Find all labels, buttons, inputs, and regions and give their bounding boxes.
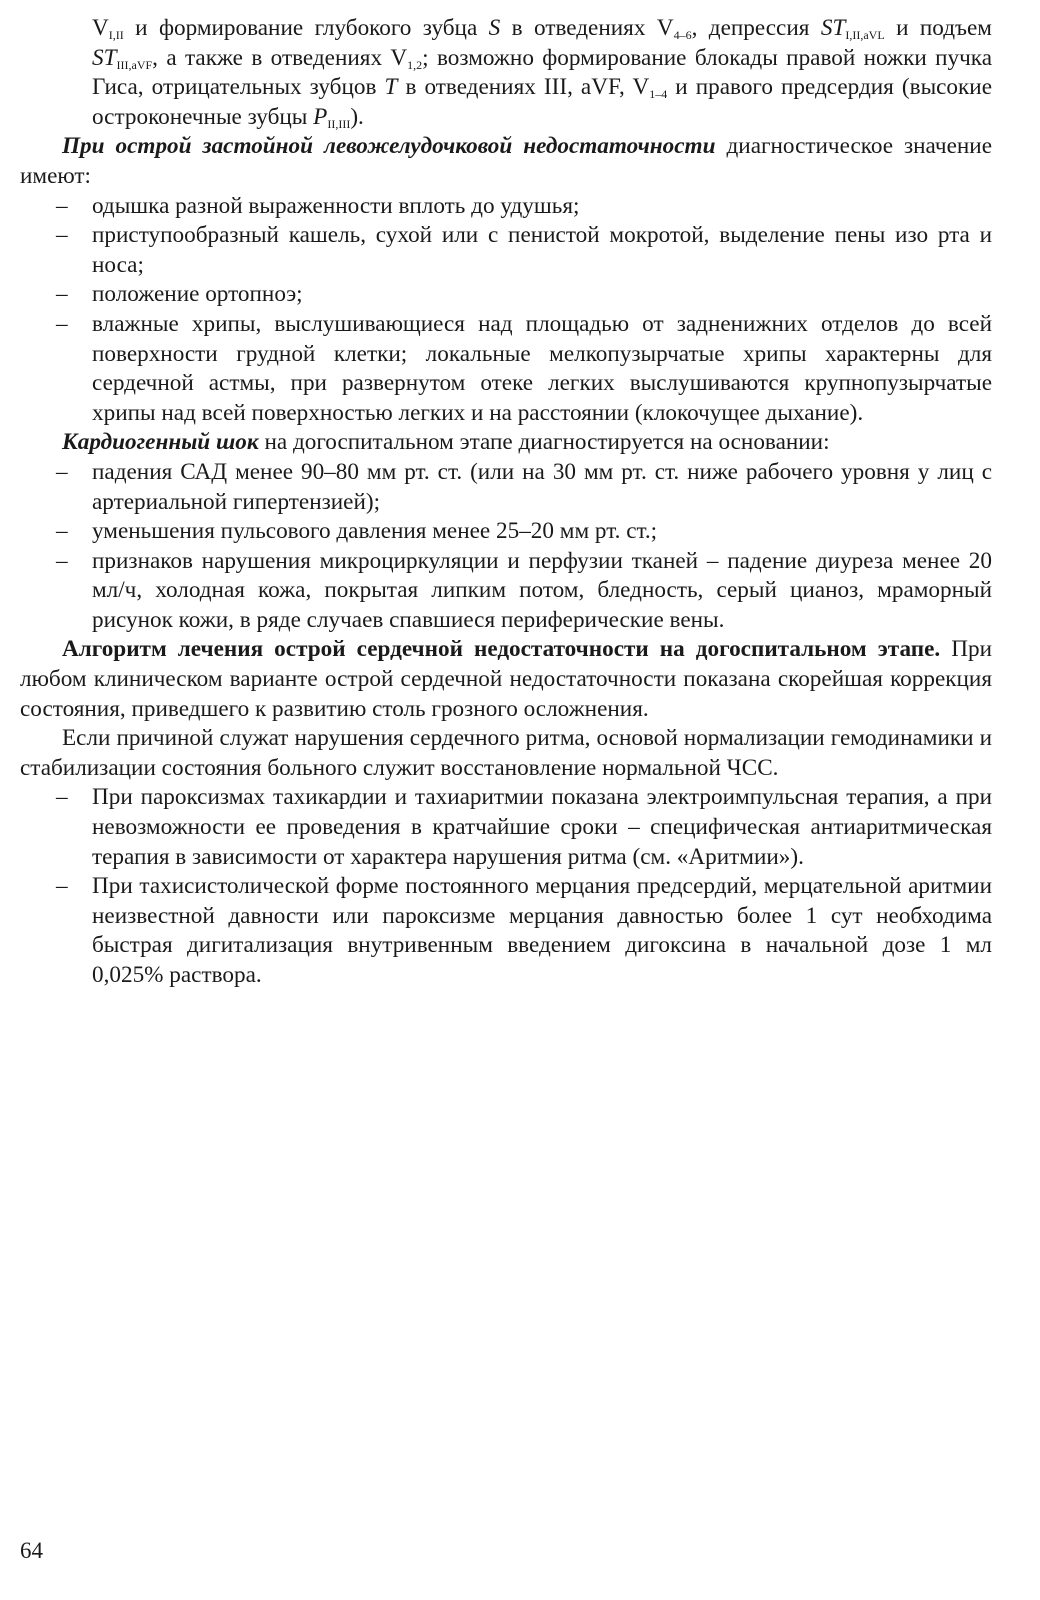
- shock-criteria-list: [20, 458, 992, 636]
- paragraph-cardiogenic-shock: Кардиогенный шок на догоспитальном этапе диагностируется на основании:: [62, 429, 830, 456]
- list-item: – приступообразный кашель, сухой или с пенистой мокротой, выделение пены изо рта и носа;: [20, 221, 992, 280]
- list-item: – уменьшения пульсового давления менее 25–20 мм рт. ст.;: [20, 517, 992, 547]
- treatment-list: [20, 783, 992, 990]
- paragraph-lv-failure: При острой застойной левожелудочковой недостаточности диагностическое значение имеют:: [20, 133, 992, 189]
- symptom-list: [20, 192, 992, 429]
- paragraph-treatment-algorithm: Алгоритм лечения острой сердечной недостаточности на догоспитальном этапе. При любом клиническом варианте острой сердечной недостаточности показана скорейшая коррекция состояния, приведшего к развитию столь грозного осложнения.: [20, 636, 992, 722]
- list-item: – одышка разной выраженности вплоть до удушья;: [20, 192, 992, 222]
- lead-term: Кардиогенный шок: [62, 429, 259, 456]
- section-heading: Алгоритм лечения острой сердечной недостаточности на догоспитальном этапе.: [62, 636, 941, 663]
- list-item: – При тахисистолической форме постоянного мерцания предсердий, мерцательной аритмии неизвестной давности или пароксизме мерцания давностью более 1 сут необходима быстрая дигитализация внутривенным введением дигоксина в начальной дозе 1 мл 0,025% раствора.: [20, 872, 992, 990]
- page-number: 64: [20, 1538, 43, 1563]
- list-item: – При пароксизмах тахикардии и тахиаритмии показана электроимпульсная терапия, а при невозможности ее проведения в кратчайшие сроки – специфическая антиаритмическая терапия в зависимости от характера нарушения ритма (см. «Аритмии»).: [20, 783, 992, 872]
- list-item: – положение ортопноэ;: [20, 280, 992, 310]
- list-item: – падения САД менее 90–80 мм рт. ст. (или на 30 мм рт. ст. ниже рабочего уровня у лиц с артериальной гипертензией);: [20, 458, 992, 517]
- lead-term: При острой застойной левожелудочковой недостаточности: [62, 133, 716, 160]
- list-item: – влажные хрипы, выслушивающиеся над площадью от задненижних отделов до всей поверхности грудной клетки; локальные мелкопузырчатые хрипы характерны для сердечной астмы, при развернутом отеке легких выслушиваются крупнопузырчатые хрипы над всей поверхностью легких и на расстоянии (клокочущее дыхание).: [20, 310, 992, 428]
- paragraph-rhythm: Если причиной служат нарушения сердечного ритма, основой нормализации гемодинамики и стабилизации состояния больного служит восстановление нормальной ЧСС.: [20, 725, 992, 781]
- continued-paragraph: $V_{I,II}$ и формирование глубокого зубца S в отведениях $V_{4-6}$, депрессия $ST_{I,II,aVL}$ и подъем $ST_{III,aVF}$, а также в отведениях $V_{1,2}$; возможно формирование блокады правой ножки пучка Гиса, отрицательных зубцов T в отведениях III, aVF, $V_{1-4}$ и правого предсердия (высокие остроконечные зубцы $P_{II,III}$).: [92, 15, 992, 131]
- list-item: – признаков нарушения микроциркуляции и перфузии тканей – падение диуреза менее 20 мл/ч, холодная кожа, покрытая липким потом, бледность, серый цианоз, мраморный рисунок кожи, в ряде случаев спавшиеся периферические вены.: [20, 547, 992, 636]
